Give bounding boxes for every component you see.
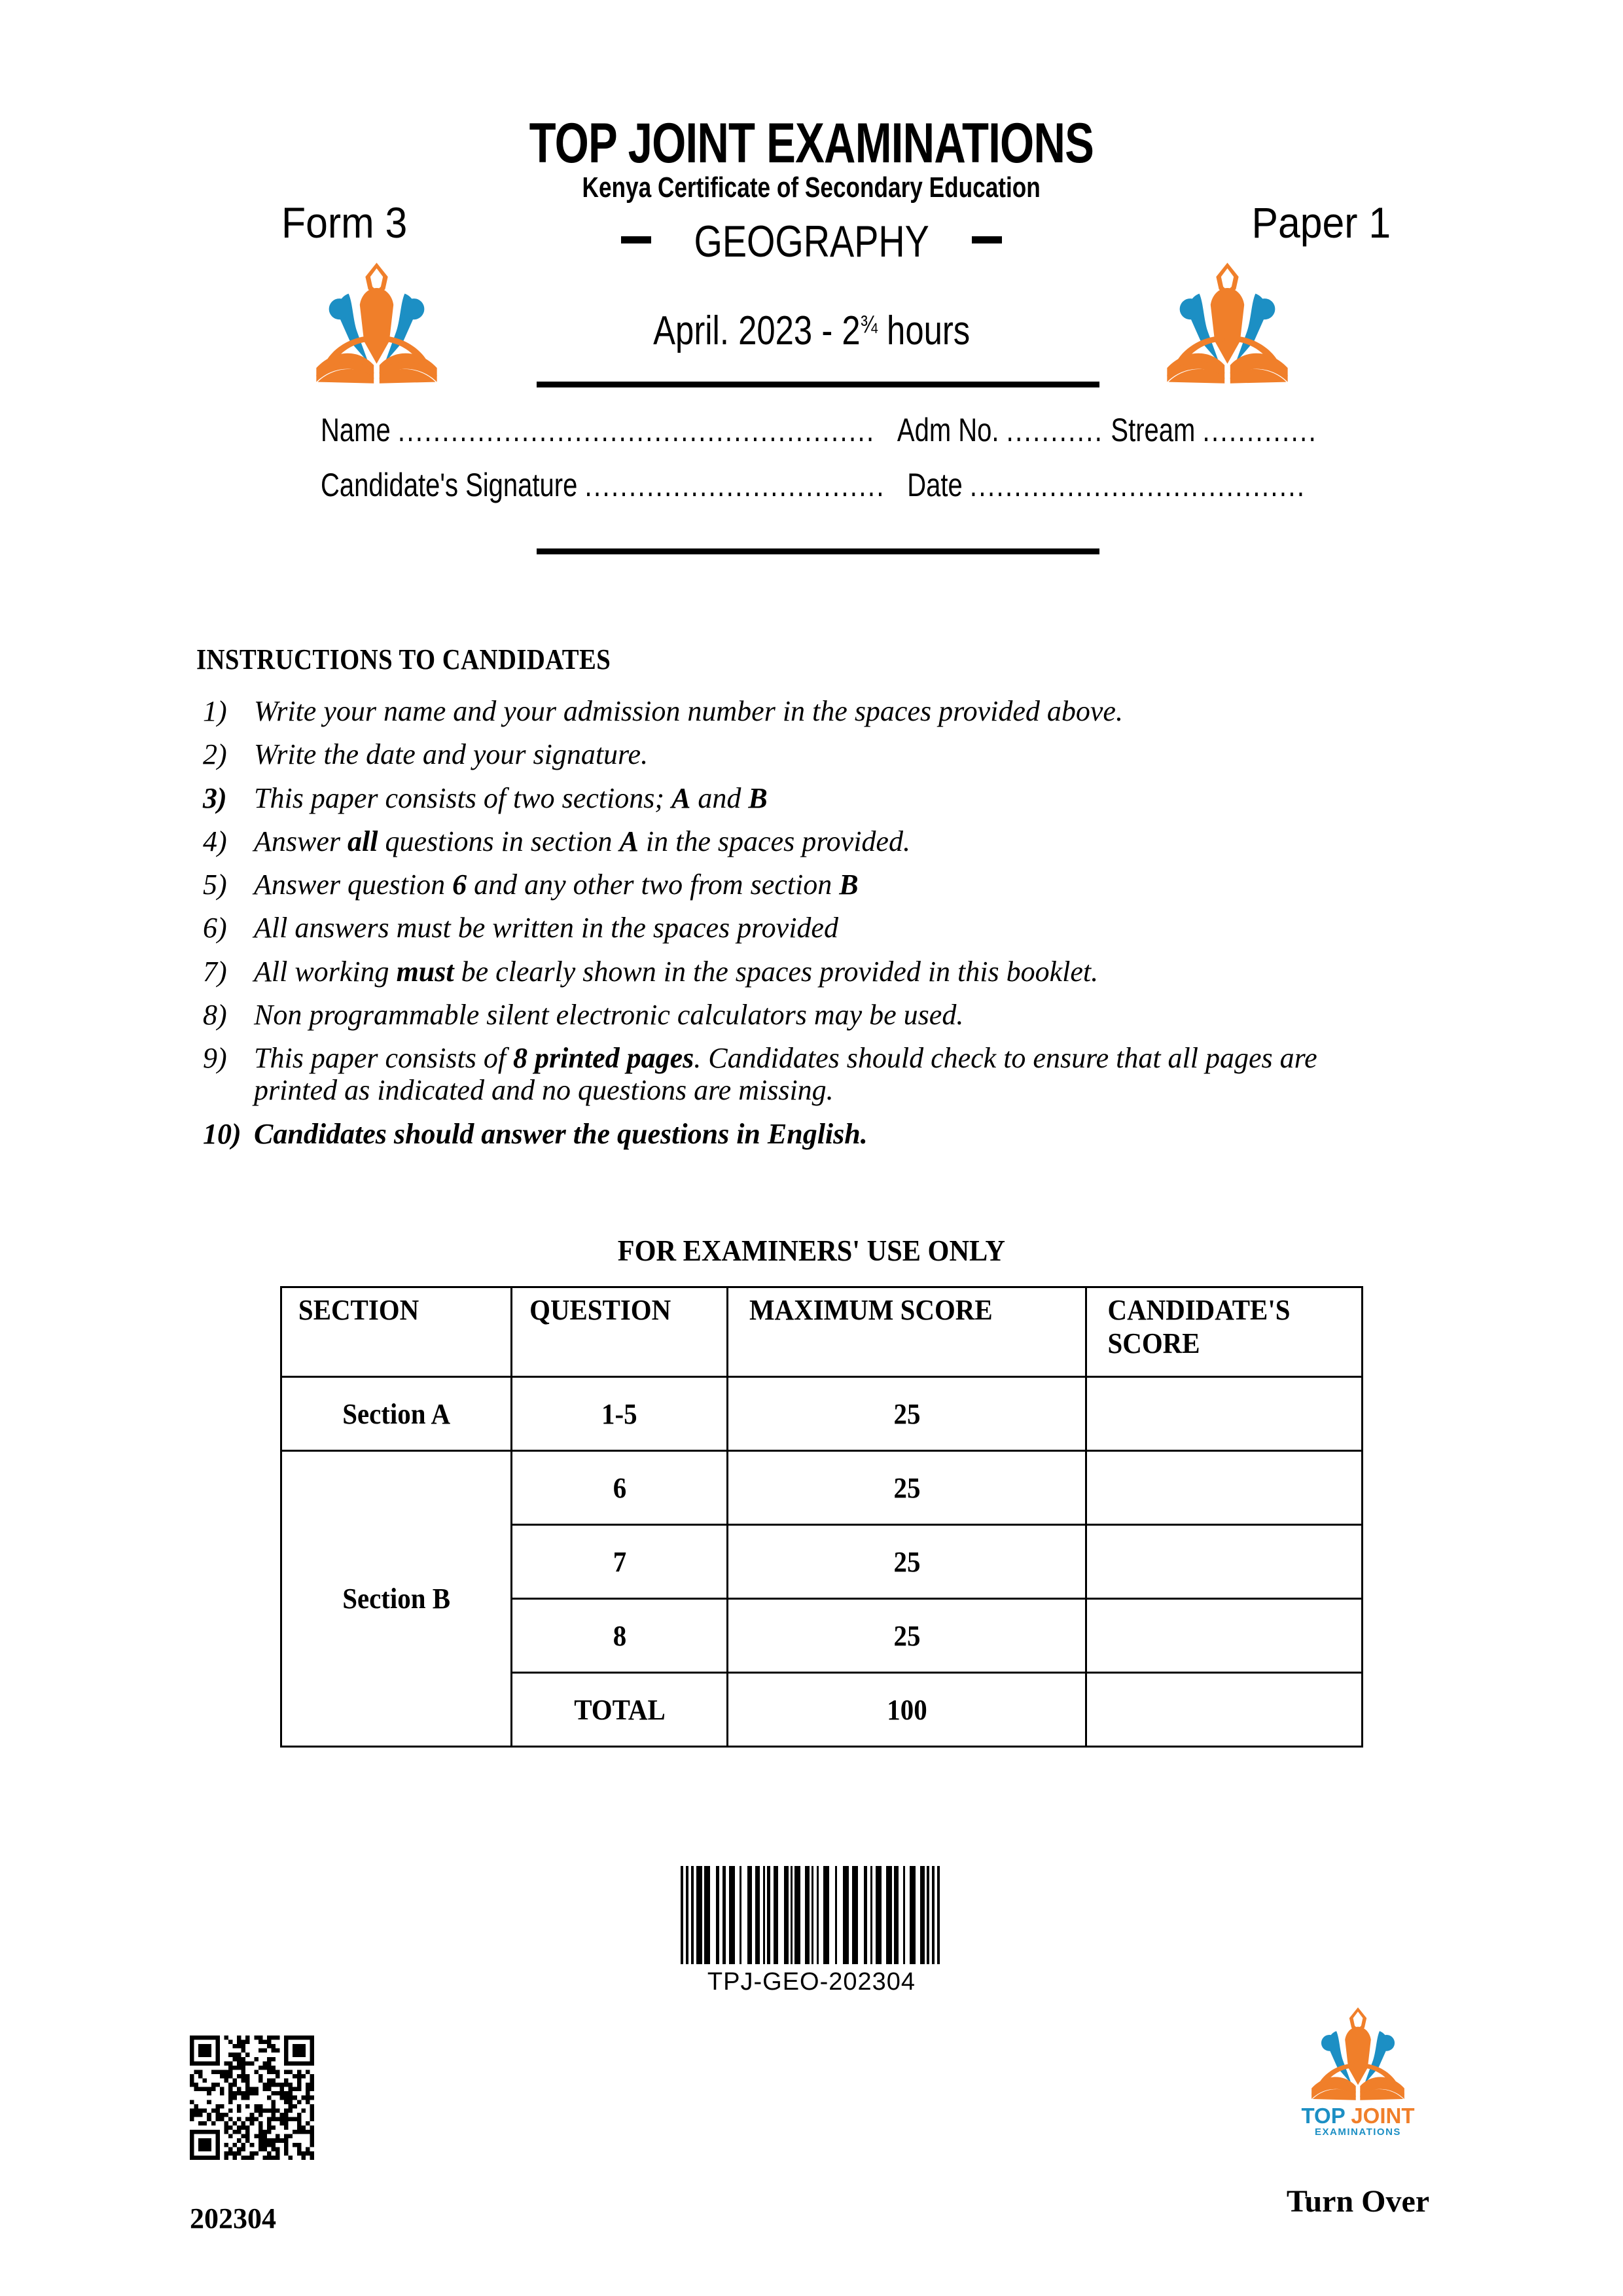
cell-maximum-score: 25 xyxy=(728,1377,1086,1451)
brand-wordmark xyxy=(1270,2105,1446,2137)
cell-question: 1-5 xyxy=(512,1377,728,1451)
cell-section: Section B xyxy=(281,1451,512,1747)
column-header-question: QUESTION xyxy=(512,1287,728,1377)
table-header-row xyxy=(281,1287,1363,1377)
duration-prefix: April. 2023 - 2 xyxy=(652,308,861,353)
wordmark-joint: JOINT xyxy=(1351,2104,1415,2128)
form-level-label: Form 3 xyxy=(281,198,408,247)
instruction-item xyxy=(203,869,1381,901)
paper-number-label: Paper 1 xyxy=(1251,198,1391,247)
wordmark-top: TOP xyxy=(1301,2104,1346,2128)
exam-subtitle: Kenya Certificate of Secondary Education xyxy=(582,171,1041,204)
instruction-text: Write your name and your admission number in the spaces provided above. xyxy=(254,695,1123,727)
barcode-label: TPJ-GEO-202304 xyxy=(707,1968,916,1996)
instruction-number: 8) xyxy=(203,998,227,1031)
cell-candidate-score[interactable] xyxy=(1086,1451,1363,1525)
column-header-candidates-score: CANDIDATE'S SCORE xyxy=(1086,1287,1363,1377)
stream-label: Stream xyxy=(1111,412,1196,448)
dash-right-icon xyxy=(972,236,1002,243)
cell-candidate-score[interactable] xyxy=(1086,1525,1363,1599)
footer-brand-block xyxy=(1270,2004,1446,2137)
instruction-text: Non programmable silent electronic calculators may be used. xyxy=(254,998,964,1031)
instruction-item xyxy=(203,912,1381,944)
cell-maximum-score: 25 xyxy=(728,1525,1086,1599)
table-row xyxy=(281,1451,1363,1525)
cell-question: 7 xyxy=(512,1525,728,1599)
barcode xyxy=(0,1857,1623,1996)
instruction-number: 1) xyxy=(203,695,227,727)
signature-label: Candidate's Signature xyxy=(321,467,578,503)
table-row xyxy=(281,1377,1363,1451)
examiners-use-heading: FOR EXAMINERS' USE ONLY xyxy=(617,1234,1006,1267)
instruction-number: 6) xyxy=(203,912,227,944)
top-joint-logo-left-icon xyxy=(306,259,447,386)
cell-question: 6 xyxy=(512,1451,728,1525)
subject-title: GEOGRAPHY xyxy=(694,217,929,266)
exam-duration-row xyxy=(0,308,1623,354)
column-header-section: SECTION xyxy=(281,1287,512,1377)
cell-section: Section A xyxy=(281,1377,512,1451)
instruction-item xyxy=(203,695,1381,727)
name-label: Name xyxy=(321,412,391,448)
subject-title-row xyxy=(0,216,1623,267)
wordmark-subtitle: EXAMINATIONS xyxy=(1315,2126,1401,2138)
signature-input[interactable]: .................................. xyxy=(584,467,885,503)
top-joint-logo-right-icon xyxy=(1157,259,1298,386)
qr-code-label: 202304 xyxy=(190,2202,276,2234)
cell-maximum-score: 25 xyxy=(728,1451,1086,1525)
instruction-text: Candidates should answer the questions in English. xyxy=(254,1117,868,1150)
qr-code-image xyxy=(190,2036,314,2160)
exam-organisation-title: TOP JOINT EXAMINATIONS xyxy=(529,112,1094,175)
cell-candidate-score[interactable] xyxy=(1086,1599,1363,1673)
instruction-item xyxy=(203,999,1381,1031)
instruction-item xyxy=(203,738,1381,770)
cell-question: 8 xyxy=(512,1599,728,1673)
adm-no-input[interactable]: ........... xyxy=(1006,412,1104,448)
header-divider-upper xyxy=(537,382,1099,387)
duration-suffix: hours xyxy=(877,308,971,353)
dash-left-icon xyxy=(621,236,651,243)
instruction-item xyxy=(203,1118,1381,1150)
instruction-number: 10) xyxy=(203,1117,241,1150)
cell-candidate-score[interactable] xyxy=(1086,1377,1363,1451)
instruction-text: Answer question 6 and any other two from section B xyxy=(254,869,859,901)
duration-fraction: ¾ xyxy=(860,310,878,339)
date-input[interactable]: ...................................... xyxy=(969,467,1306,503)
instruction-number: 2) xyxy=(203,738,227,771)
stream-input[interactable]: ............. xyxy=(1202,412,1318,448)
instruction-text: Write the date and your signature. xyxy=(254,738,649,771)
date-label: Date xyxy=(907,467,963,503)
examiners-score-table xyxy=(280,1286,1363,1748)
instruction-text: This paper consists of two sections; A and B xyxy=(254,781,768,814)
cell-candidate-score[interactable] xyxy=(1086,1673,1363,1747)
instruction-text: All answers must be written in the spaces provided xyxy=(254,912,838,944)
name-input[interactable]: ...................................................... xyxy=(397,412,876,448)
qr-code-block xyxy=(190,2036,314,2235)
instruction-number: 5) xyxy=(203,869,227,901)
instruction-text: Answer all questions in section A in the spaces provided. xyxy=(254,825,910,857)
instruction-item xyxy=(203,956,1381,988)
instructions-list xyxy=(203,695,1381,1161)
candidate-name-row xyxy=(321,411,1567,449)
instruction-number: 3) xyxy=(203,781,227,814)
instruction-number: 4) xyxy=(203,825,227,857)
cell-maximum-score: 100 xyxy=(728,1673,1086,1747)
turn-over-label: Turn Over xyxy=(1286,2184,1430,2219)
instruction-text: All working must be clearly shown in the spaces provided in this booklet. xyxy=(254,955,1099,988)
column-header-maximum-score: MAXIMUM SCORE xyxy=(728,1287,1086,1377)
instruction-number: 9) xyxy=(203,1042,227,1075)
adm-no-label: Adm No. xyxy=(897,412,999,448)
candidate-signature-row xyxy=(321,466,1552,504)
header-divider-lower xyxy=(537,548,1099,554)
cell-question: TOTAL xyxy=(512,1673,728,1747)
instruction-item xyxy=(203,1042,1381,1107)
top-joint-logo-footer-icon xyxy=(1299,2004,1417,2102)
cell-maximum-score: 25 xyxy=(728,1599,1086,1673)
instruction-number: 7) xyxy=(203,955,227,988)
barcode-bars xyxy=(681,1866,942,1964)
instruction-item xyxy=(203,825,1381,857)
instruction-text: This paper consists of 8 printed pages. Candidates should check to ensure that all pages are printed as indicated and no questions are missing. xyxy=(254,1042,1317,1107)
instruction-item xyxy=(203,782,1381,814)
instructions-heading: INSTRUCTIONS TO CANDIDATES xyxy=(196,643,611,675)
